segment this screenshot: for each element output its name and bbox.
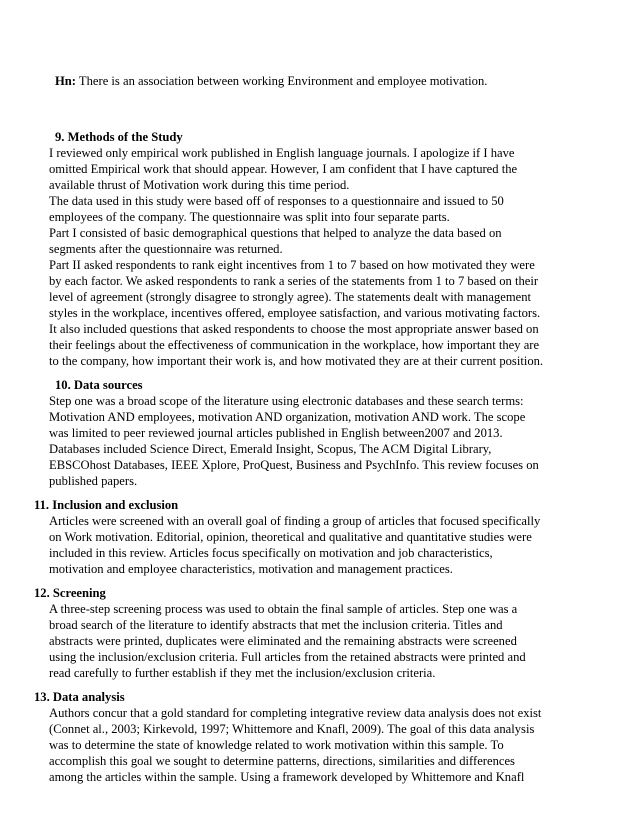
paragraph-line: EBSCOhost Databases, IEEE Xplore, ProQuest, Business and PsychInfo. This review focuses on xyxy=(49,458,539,472)
paragraph-line: It also included questions that asked respondents to choose the most appropriate answer based on xyxy=(49,322,539,336)
paragraph-line: their feelings about the effectiveness of communication in the workplace, how important they are xyxy=(49,338,540,352)
paragraph-line: was limited to peer reviewed journal articles published in English between2007 and 2013. xyxy=(49,426,503,440)
paragraph-line: Step one was a broad scope of the literature using electronic databases and these search terms: xyxy=(49,394,524,408)
paragraph-line: employees of the company. The questionnaire was split into four separate parts. xyxy=(49,210,450,224)
hypothesis-label: Hn: xyxy=(55,74,76,88)
paragraph-line: accomplish this goal we sought to determine patterns, directions, similarities and differences xyxy=(49,754,515,768)
paragraph-line: Part I consisted of basic demographical questions that helped to analyze the data based on xyxy=(49,226,502,240)
paragraph-line: broad search of the literature to identify abstracts that met the inclusion criteria. Titles and xyxy=(49,618,503,632)
paragraph-line: included in this review. Articles focus specifically on motivation and job characteristics, xyxy=(49,546,493,560)
hypothesis-line xyxy=(55,73,487,89)
paragraph-line: motivation and employee characteristics, motivation and management practices. xyxy=(49,562,453,576)
paragraph-line: by each factor. We asked respondents to rank a series of the statements from 1 to 7 based on their xyxy=(49,274,539,288)
paragraph-line: I reviewed only empirical work published in English language journals. I apologize if I have xyxy=(49,146,515,160)
section-heading-data-sources: 10. Data sources xyxy=(55,378,143,392)
paragraph-line: Databases included Science Direct, Emerald Insight, Scopus, The ACM Digital Library, xyxy=(49,442,492,456)
paragraph-line: omitted Empirical work that should appear. However, I am confident that I have captured the xyxy=(49,162,518,176)
paragraph-line: level of agreement (strongly disagree to strongly agree). The statements dealt with management xyxy=(49,290,532,304)
paragraph-line: on Work motivation. Editorial, opinion, theoretical and qualitative and quantitative studies were xyxy=(49,530,532,544)
paragraph-line: using the inclusion/exclusion criteria. Full articles from the retained abstracts were printed and xyxy=(49,650,526,664)
paragraph-line: The data used in this study were based off of responses to a questionnaire and issued to 50 xyxy=(49,194,504,208)
section-heading-screening: 12. Screening xyxy=(34,586,106,600)
paragraph-line: A three-step screening process was used to obtain the final sample of articles. Step one was a xyxy=(49,602,518,616)
paragraph-line: available thrust of Motivation work during this time period. xyxy=(49,178,350,192)
paragraph-line: among the articles within the sample. Using a framework developed by Whittemore and Knafl xyxy=(49,770,525,784)
section-heading-methods: 9. Methods of the Study xyxy=(55,130,183,144)
paragraph-line: Part II asked respondents to rank eight incentives from 1 to 7 based on how motivated they were xyxy=(49,258,535,272)
paragraph-line: (Connet al., 2003; Kirkevold, 1997; Whittemore and Knafl, 2009). The goal of this data analysis xyxy=(49,722,535,736)
section-heading-inclusion: 11. Inclusion and exclusion xyxy=(34,498,179,512)
paragraph-line: Motivation AND employees, motivation AND organization, motivation AND work. The scope xyxy=(49,410,526,424)
paragraph-line: Articles were screened with an overall goal of finding a group of articles that focused specifically xyxy=(49,514,541,528)
hypothesis-text: There is an association between working Environment and employee motivation. xyxy=(76,74,488,88)
paragraph-line: styles in the workplace, incentives offered, employee satisfaction, and various motivating factors. xyxy=(49,306,541,320)
paragraph-line: was to determine the state of knowledge related to work motivation within this sample. To xyxy=(49,738,504,752)
paragraph-line: published papers. xyxy=(49,474,138,488)
paragraph-line: segments after the questionnaire was returned. xyxy=(49,242,283,256)
paragraph-line: to the company, how important their work is, and how motivated they are at their current position. xyxy=(49,354,544,368)
section-heading-data-analysis: 13. Data analysis xyxy=(34,690,125,704)
paragraph-line: Authors concur that a gold standard for completing integrative review data analysis does not exist xyxy=(49,706,542,720)
paragraph-line: read carefully to further establish if they met the inclusion/exclusion criteria. xyxy=(49,666,436,680)
paragraph-line: abstracts were printed, duplicates were eliminated and the remaining abstracts were screened xyxy=(49,634,517,648)
